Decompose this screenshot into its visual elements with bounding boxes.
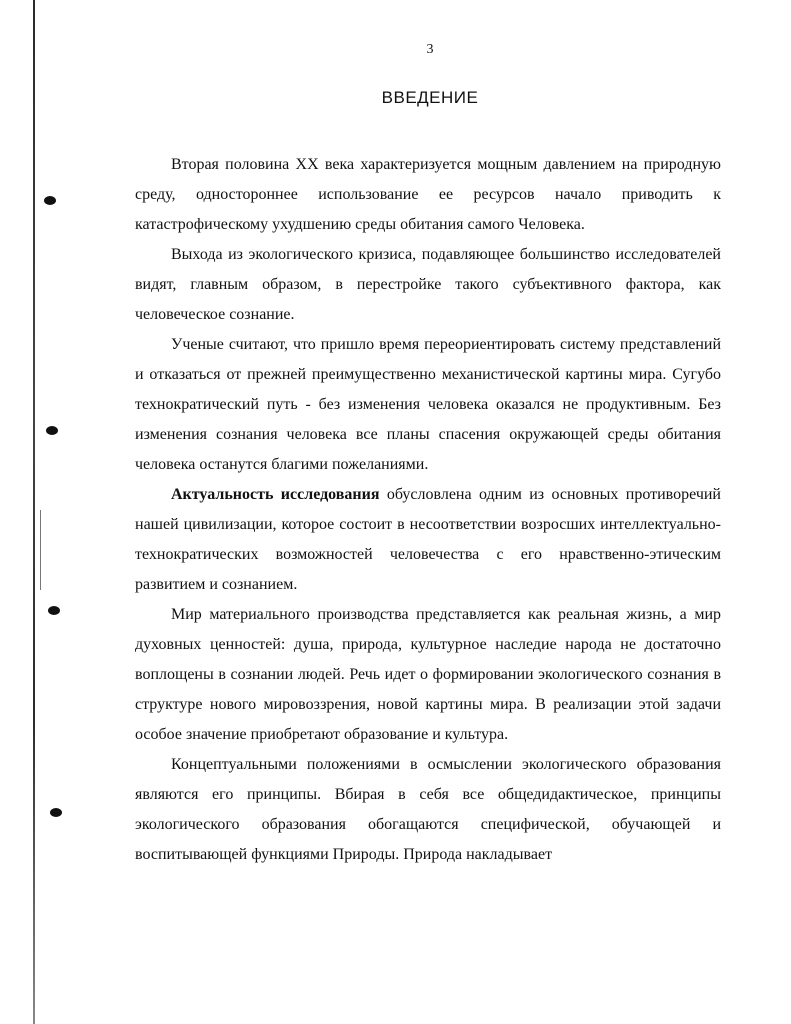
binding-edge-line xyxy=(33,0,35,1024)
paragraph: Вторая половина XX века характеризуется мощным давлением на природную среду, одностороннее использование ее ресурсов начало приводить к катастрофическому ухудшению среды обитания самого Человека. xyxy=(135,156,721,233)
binding-mark xyxy=(40,510,41,590)
punch-hole-mark xyxy=(48,606,60,615)
paragraph: Ученые считают, что пришло время переориентировать систему представлений и отказаться от прежней преимущественно механистической картины мира. Сугубо технократический путь - без изменения человека оказался не продуктивным. Без изменения сознания человека все планы спасения окружающей среды обитания человека останутся благими пожеланиями. xyxy=(135,336,721,473)
punch-hole-mark xyxy=(50,808,62,817)
bold-term: Актуальность исследования xyxy=(171,486,380,503)
paragraph: Концептуальными положениями в осмыслении экологического образования являются его принципы. Вбирая в себя все общедидактическое, принципы экологического образования обогащаются специфической, обучающей и воспитывающей функциями Природы. Природа накладывает xyxy=(135,756,721,863)
punch-hole-mark xyxy=(46,426,58,435)
page-heading: ВВЕДЕНИЕ xyxy=(381,88,479,107)
paragraph xyxy=(135,480,721,600)
paragraph-text: обусловлена одним из основных противоречий нашей цивилизации, которое состоит в несоответствии возросших интеллектуально-технократических возможностей человечества с его нравственно-этическим развитием и сознанием. xyxy=(135,486,721,593)
paragraph: Выхода из экологического кризиса, подавляющее большинство исследователей видят, главным образом, в перестройке такого субъективного фактора, как человеческое сознание. xyxy=(135,246,721,323)
document-body xyxy=(135,150,721,870)
paragraph: Мир материального производства представляется как реальная жизнь, а мир духовных ценностей: душа, природа, культурное наследие народа не достаточно воплощены в сознании людей. Речь идет о формировании экологического сознания в структуре нового мировоззрения, новой картины мира. В реализации этой задачи особое значение приобретают образование и культура. xyxy=(135,606,721,743)
punch-hole-mark xyxy=(44,196,56,205)
page-number: 3 xyxy=(426,42,434,57)
